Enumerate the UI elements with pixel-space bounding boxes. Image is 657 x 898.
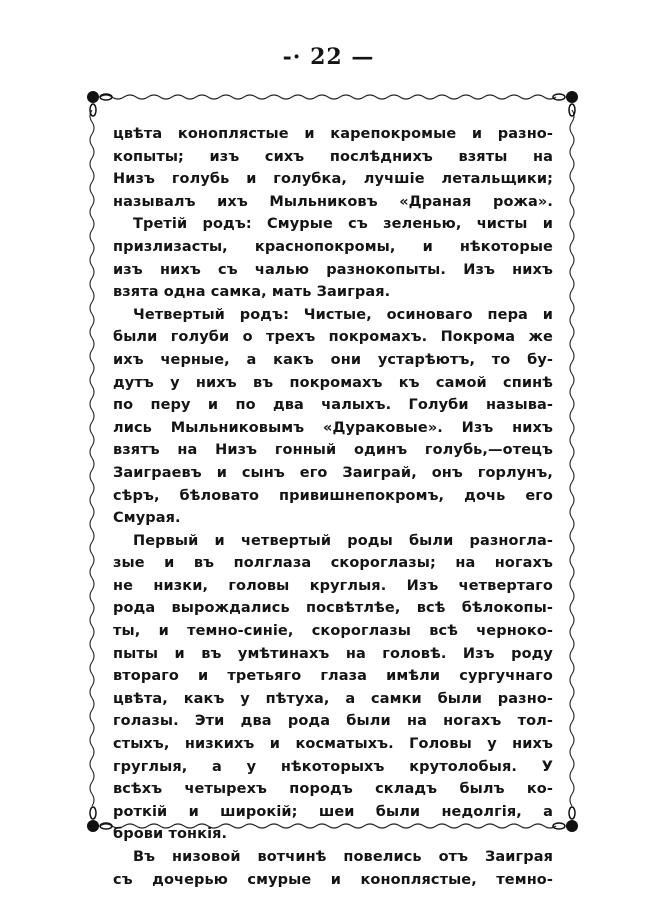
top-border-line — [100, 95, 556, 99]
text-line: называлъ ихъ Мыльниковъ «Драная рожа». — [113, 193, 553, 210]
text-line: сѣръ, бѣловато привишнепокромъ, дочь его — [113, 487, 553, 504]
text-line: груглыя, а у нѣкоторыхъ крутолобыя. У — [113, 758, 553, 775]
page-number: -· 22 — — [282, 44, 375, 70]
text-line: не низки, головы круглыя. Изъ четвертаго — [113, 577, 553, 594]
left-border-line — [90, 110, 94, 806]
body-text — [113, 123, 553, 891]
text-line: брови тонкія. — [113, 826, 228, 843]
text-line: дутъ у нихъ въ покромахъ къ самой спинѣ — [113, 374, 553, 391]
right-border-line — [570, 110, 574, 806]
text-line: роткій и широкій; шеи были недолгія, а — [113, 803, 553, 820]
corner-ornament-top-left — [87, 91, 112, 116]
text-line: съ дочерью смурые и коноплястые, темно- — [113, 871, 553, 888]
text-line: голазы. Эти два рода были на ногахъ тол- — [113, 713, 553, 730]
text-line: Третій родъ: Смурые съ зеленью, чисты и — [133, 216, 553, 233]
text-line: Смурая. — [113, 510, 181, 527]
text-line: Четвертый родъ: Чистые, осиноваго пера и — [133, 306, 553, 323]
text-line: Первый и четвертый роды были разногла- — [133, 532, 553, 549]
text-line: призлизасты, краснопокромы, и нѣкоторые — [113, 238, 553, 255]
text-line: взята одна самка, мать Заиграя. — [113, 284, 391, 301]
text-line: рода вырождались посвѣтлѣе, всѣ бѣлокопы- — [113, 600, 553, 617]
text-line: по перу и по два чалыхъ. Голуби называ- — [113, 397, 553, 414]
corner-ornament-bottom-left — [87, 807, 112, 832]
text-line: изъ нихъ съ чалью разнокопыты. Изъ нихъ — [113, 261, 553, 278]
text-line: были голуби о трехъ покромахъ. Покрома же — [113, 329, 553, 346]
text-line: цвѣта, какъ у пѣтуха, а самки были разно- — [113, 690, 553, 707]
text-line: ихъ черные, а какъ они устарѣютъ, то бу- — [113, 351, 553, 368]
text-line: копыты; изъ сихъ послѣднихъ взяты на — [113, 148, 553, 165]
text-line: втораго и третьяго глаза имѣли сургучнаго — [113, 668, 553, 685]
text-line: Заиграевъ и сынъ его Заиграй, онъ горлунъ, — [113, 464, 553, 481]
text-line: всѣхъ четырехъ породъ складъ былъ ко- — [113, 781, 553, 798]
text-line: стыхъ, низкихъ и косматыхъ. Головы у нихъ — [113, 736, 553, 753]
text-line: Въ низовой вотчинѣ повелись отъ Заиграя — [133, 849, 553, 865]
text-line: лись Мыльниковымъ «Дураковые». Изъ нихъ — [113, 419, 553, 436]
text-line: взятъ на Низъ гонный одинъ голубь,—отецъ — [113, 442, 553, 459]
text-line: ты, и темно-синіе, скороглазы всѣ черноко- — [113, 623, 553, 640]
text-line: зые и въ полглаза скороглазы; на ногахъ — [113, 555, 553, 572]
text-line: пыты и въ умѣтинахъ на головѣ. Изъ роду — [113, 645, 553, 662]
corner-ornament-bottom-right — [553, 807, 578, 832]
text-line: цвѣта коноплястые и карепокромые и разно- — [113, 126, 553, 142]
text-line: Низъ голубь и голубка, лучшіе летальщики; — [113, 171, 553, 188]
corner-ornament-top-right — [553, 91, 578, 116]
